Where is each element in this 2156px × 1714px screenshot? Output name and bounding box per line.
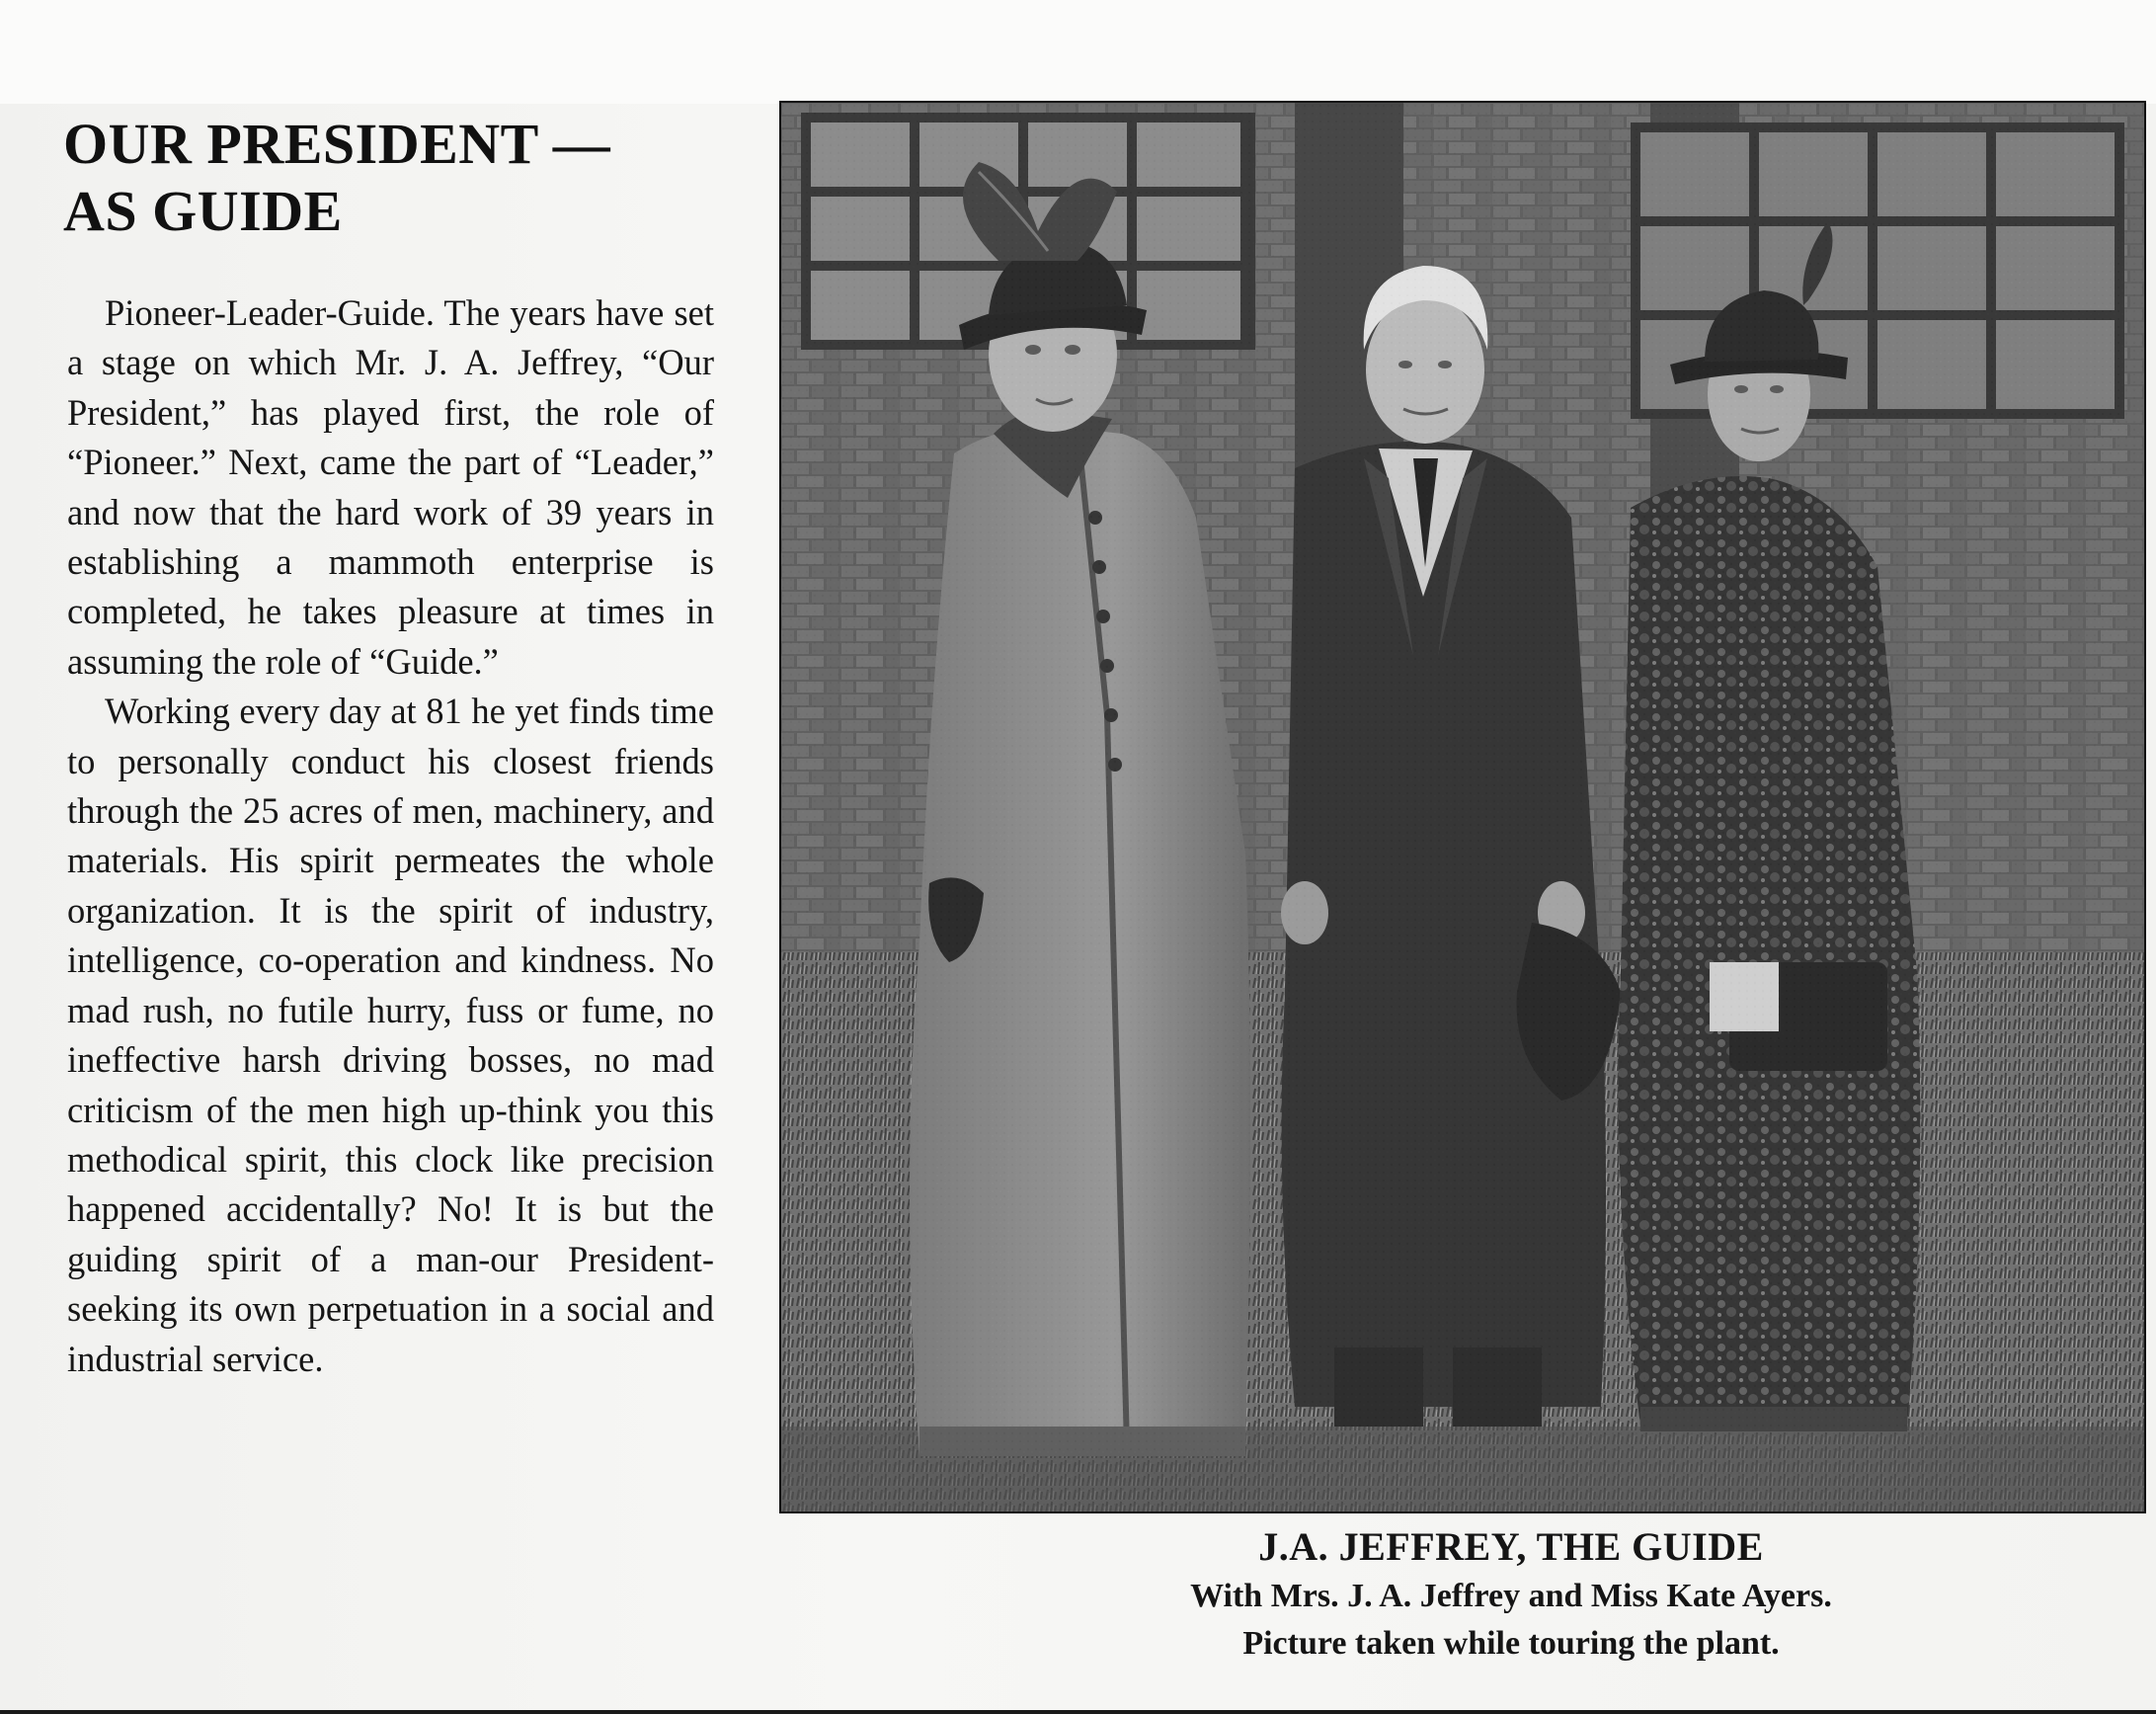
article-paragraph-2: Working every day at 81 he yet finds time to personally conduct his closest friends through the 25 acres of men, machinery, and materials. His spirit permeates the whole organization. It is the spirit of industry, intelligence, co-operation and kindness. No mad rush, no futile hurry, fuss or fume, no ineffective harsh driving bosses, no mad criticism of the men high up-think you this methodical spirit, this clock like precision happened accidentally? No! It is but the guiding spirit of a man-our President-seeking its own perpetuation in a social and industrial service. bbox=[67, 691, 714, 1379]
photo-caption bbox=[1067, 1521, 1956, 1668]
photograph-illustration bbox=[781, 103, 2144, 1511]
photo-caption-line-2: Picture taken while touring the plant. bbox=[1242, 1625, 1780, 1662]
article-photograph bbox=[779, 101, 2146, 1513]
photo-caption-line-1: With Mrs. J. A. Jeffrey and Miss Kate Ayers. bbox=[1190, 1578, 1832, 1614]
article-paragraph-1: Pioneer-Leader-Guide. The years have set a stage on which Mr. J. A. Jeffrey, “Our President,” has played first, the role of “Pioneer.” Next, came the part of “Leader,” and now that the hard work of 39 years in establishing a mammoth enterprise is completed, he takes pleasure at times in assuming the role of “Guide.” bbox=[67, 292, 714, 682]
article-body bbox=[67, 288, 714, 1384]
article-title-line-1: OUR PRESIDENT — bbox=[63, 112, 611, 176]
article-title bbox=[63, 111, 755, 245]
page-bottom-rule bbox=[0, 1710, 2156, 1714]
page-top-margin bbox=[0, 0, 2156, 104]
article-title-line-2: AS GUIDE bbox=[63, 179, 343, 243]
photo-caption-title: J.A. JEFFREY, THE GUIDE bbox=[1258, 1524, 1764, 1569]
